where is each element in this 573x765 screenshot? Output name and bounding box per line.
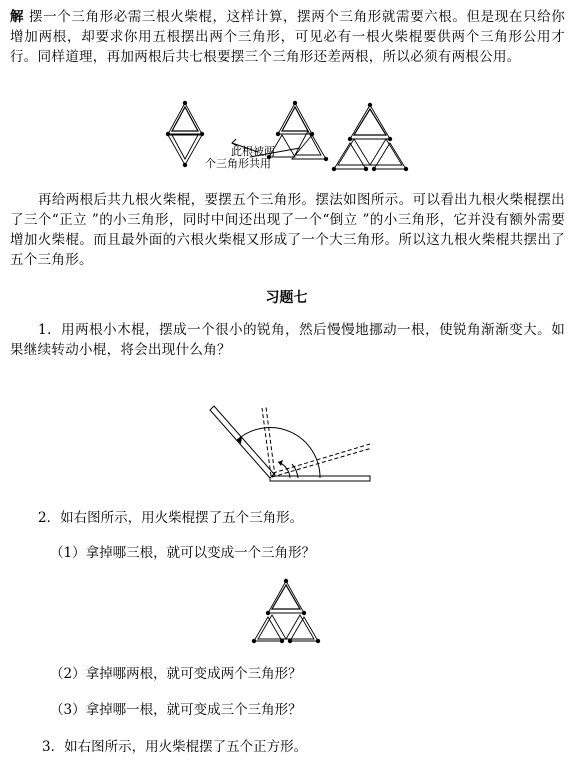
matchstick-triangles-figure [0,95,573,195]
five-triangles-drawing [334,105,406,169]
question-3: 3．如右图所示，用火柴棍摆了五个正方形。 [42,739,308,755]
five-triangles-figure [0,573,573,643]
question-1: 1．用两根小木棍，摆成一个很小的锐角，然后慢慢地挪动一根，使锐角渐渐变大。如果继续转动小棍，将会出现什么角？ [10,322,565,358]
exercise-title: 习题七 [265,290,308,306]
question-2: 2．如右图所示，用火柴棍摆了五个三角形。 [38,510,304,526]
angle-diagram [0,378,573,488]
single-triangle-drawing [168,103,202,165]
two-triangles-shared-drawing [269,103,326,159]
solution-label: 解 [10,9,25,25]
question-2-part-3: （3）拿掉哪一根，就可变成三个三角形？ [50,702,302,718]
annotation-line-1: 此根被两 [231,145,275,158]
solution-paragraph [10,7,565,67]
explanation-paragraph: 再给两根后共九根火柴棍，要摆五个三角形。摆法如图所示。可以看出九根火柴棍摆出了三个“正立 ”的小三角形，同时中间还出现了一个“倒立 ”的小三角形，它并没有额外需要增加火柴棍。而且最外面的六根火柴棍又形成了一个大三角形。所以这九根火柴棍共摆出了五个三角形。 [10,192,565,268]
question-2-part-1: （1）拿掉哪三根，就可以变成一个三角形？ [50,545,316,561]
annotation-line-2: 个三角形共用 [205,157,271,170]
solution-text: 摆一个三角形必需三根火柴棍，这样计算，摆两个三角形就需要六根。但是现在只给你增加两根，却要求你用五根摆出两个三角形，可见必有一根火柴棍要供两个三角形公用才行。同样道理，再加两根后共七根要摆三个三角形还差两根，所以必须有两根公用。 [10,9,565,65]
question-2-part-2: （2）拿掉哪两根，就可变成两个三角形？ [50,666,302,682]
